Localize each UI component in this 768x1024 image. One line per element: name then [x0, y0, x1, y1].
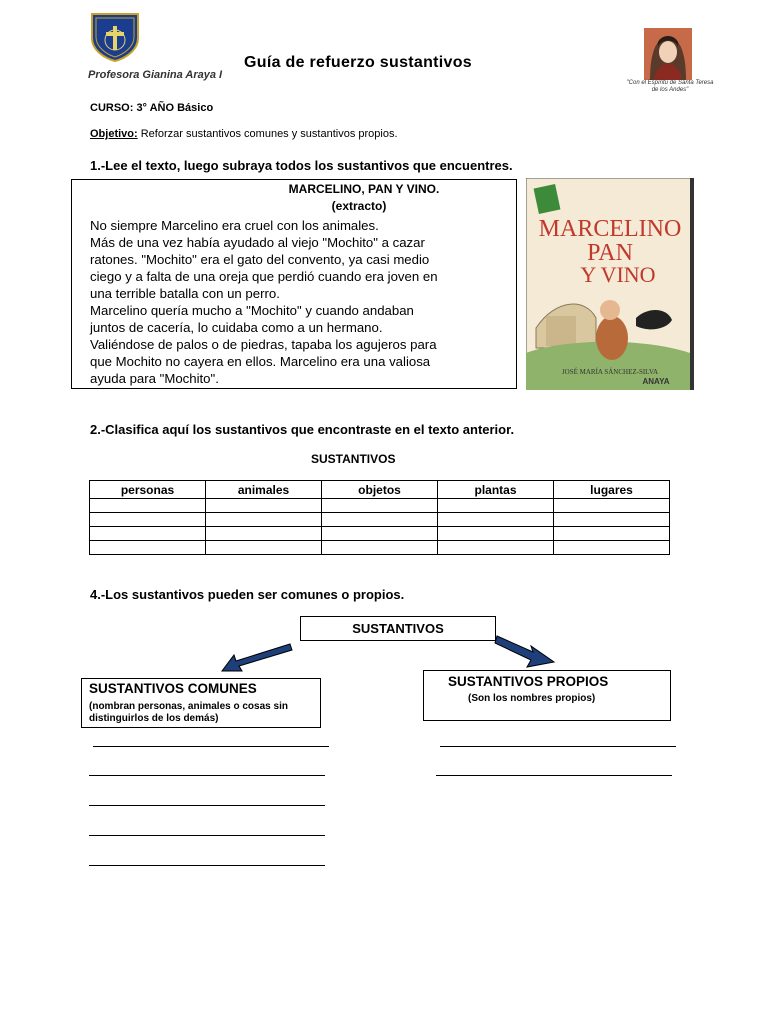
answer-line[interactable] — [89, 775, 325, 776]
answer-line[interactable] — [89, 805, 325, 806]
book-cover-image — [526, 178, 694, 390]
story-line: Más de una vez había ayudado al viejo "Mochito" a cazar — [90, 235, 425, 250]
answer-cell[interactable] — [554, 499, 670, 513]
story-line: juntos de cacería, lo cuidaba como a un hermano. — [90, 320, 383, 335]
story-line: No siempre Marcelino era cruel con los animales. — [90, 218, 379, 233]
answer-cell[interactable] — [438, 527, 554, 541]
answer-cell[interactable] — [438, 541, 554, 555]
column-header: lugares — [554, 481, 670, 499]
objective-label: Objetivo: — [90, 128, 138, 140]
column-header: animales — [206, 481, 322, 499]
objective — [90, 128, 398, 140]
answer-cell[interactable] — [90, 513, 206, 527]
propios-box — [423, 670, 671, 721]
propios-title: SUSTANTIVOS PROPIOS — [448, 674, 609, 689]
objective-text: Reforzar sustantivos comunes y sustantivos propios. — [137, 128, 398, 140]
story-title: MARCELINO, PAN Y VINO. — [288, 182, 440, 196]
story-line: ayuda para "Mochito". — [90, 371, 219, 386]
arrow-right-icon — [495, 636, 554, 667]
answer-cell[interactable] — [206, 527, 322, 541]
story-line: ciego y a falta de una oreja que perdió cuando era joven en — [90, 269, 438, 284]
column-header: objetos — [322, 481, 438, 499]
answer-cell[interactable] — [322, 513, 438, 527]
answer-cell[interactable] — [206, 513, 322, 527]
school-motto: "Con el Espíritu de Santa Teresa de los Andes" — [626, 80, 714, 93]
story-subtitle: (extracto) — [331, 199, 387, 213]
school-crest-logo — [88, 10, 142, 62]
table-row — [90, 527, 670, 541]
answer-line[interactable] — [89, 865, 325, 866]
story-line: ratones. "Mochito" era el gato del convento, ya casi medio — [90, 252, 430, 267]
answer-cell[interactable] — [90, 499, 206, 513]
answer-line[interactable] — [440, 746, 676, 747]
story-line: Marcelino quería mucho a "Mochito" y cuando andaban — [90, 303, 414, 318]
question-4-prompt: 4.-Los sustantivos pueden ser comunes o propios. — [90, 587, 405, 602]
comunes-box — [81, 678, 321, 728]
answer-line[interactable] — [93, 746, 329, 747]
teacher-name: Profesora Gianina Araya I — [88, 69, 223, 81]
comunes-description: (nombran personas, animales o cosas sin distinguirlos de los demás) — [89, 701, 288, 724]
book-title-line-3: Y VINO — [580, 262, 656, 287]
story-text-box — [71, 179, 517, 389]
book-title-line-1: MARCELINO — [538, 216, 682, 242]
answer-cell[interactable] — [438, 513, 554, 527]
book-title-line-2: PAN — [587, 240, 633, 266]
table-header-row — [90, 481, 670, 499]
column-header: plantas — [438, 481, 554, 499]
answer-cell[interactable] — [554, 541, 670, 555]
book-author: JOSÉ MARÍA SÁNCHEZ-SILVA — [561, 368, 659, 376]
story-line: Valiéndose de palos o de piedras, tapaba los agujeros para — [90, 337, 437, 352]
arrow-left-icon — [222, 644, 292, 671]
course-label: CURSO: 3° AÑO Básico — [90, 102, 214, 114]
table-row — [90, 513, 670, 527]
answer-cell[interactable] — [322, 527, 438, 541]
answer-cell[interactable] — [554, 513, 670, 527]
answer-cell[interactable] — [322, 541, 438, 555]
table-title: SUSTANTIVOS — [311, 452, 396, 466]
saint-portrait-image — [644, 28, 692, 80]
answer-cell[interactable] — [206, 541, 322, 555]
page-title: Guía de refuerzo sustantivos — [244, 54, 473, 71]
answer-cell[interactable] — [322, 499, 438, 513]
table-row — [90, 541, 670, 555]
book-publisher: ANAYA — [642, 377, 670, 386]
sustantivos-box: SUSTANTIVOS — [300, 616, 496, 641]
column-header: personas — [90, 481, 206, 499]
table-row — [90, 499, 670, 513]
answer-line[interactable] — [89, 835, 325, 836]
answer-line[interactable] — [436, 775, 672, 776]
question-1-prompt: 1.-Lee el texto, luego subraya todos los sustantivos que encuentres. — [90, 158, 513, 173]
answer-cell[interactable] — [438, 499, 554, 513]
answer-cell[interactable] — [206, 499, 322, 513]
propios-description: (Son los nombres propios) — [468, 693, 596, 704]
story-line: una terrible batalla con un perro. — [90, 286, 280, 301]
question-2-prompt: 2.-Clasifica aquí los sustantivos que encontraste en el texto anterior. — [90, 422, 515, 437]
comunes-title: SUSTANTIVOS COMUNES — [89, 681, 257, 696]
story-body — [90, 217, 516, 387]
story-line: que Mochito no cayera en ellos. Marcelino era una valiosa — [90, 354, 431, 369]
classification-table — [89, 480, 670, 555]
answer-cell[interactable] — [90, 541, 206, 555]
answer-cell[interactable] — [90, 527, 206, 541]
answer-cell[interactable] — [554, 527, 670, 541]
